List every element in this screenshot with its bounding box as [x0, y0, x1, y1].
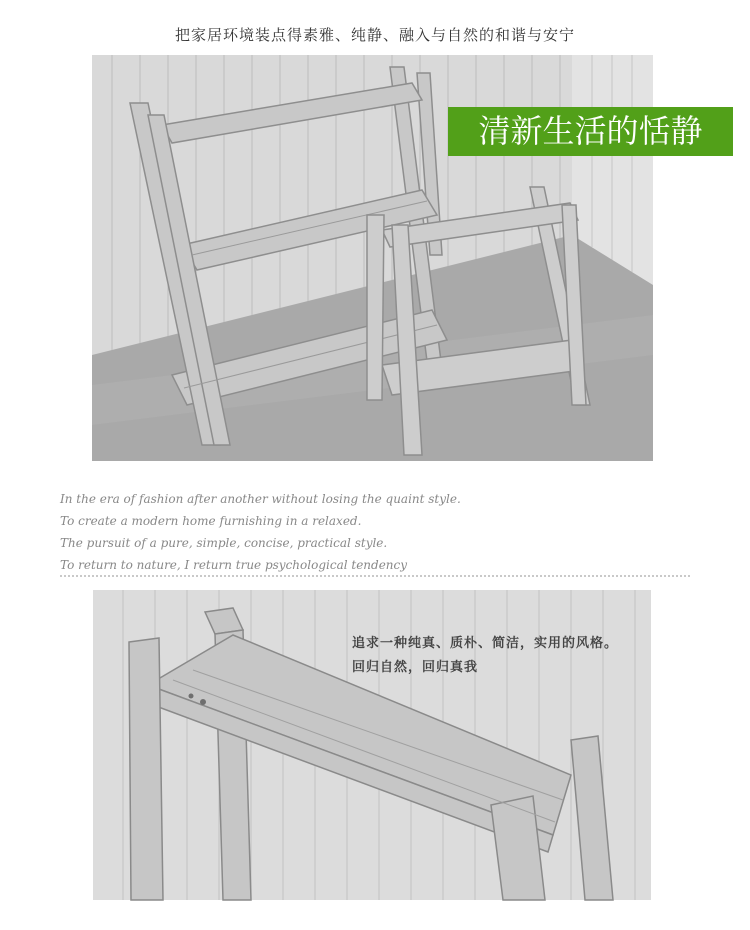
top-caption: 把家居环境装点得素雅、纯静、融入与自然的和谐与安宁: [174, 26, 575, 44]
english-line-4: To return to nature, I return true psychological tendency: [60, 558, 408, 572]
english-line-1: In the era of fashion after another without losing the quaint style.: [60, 492, 461, 506]
dotted-divider: [60, 575, 690, 577]
slogan-text: [352, 632, 618, 680]
slogan-line-1: 追求一种纯真、质朴、简洁，实用的风格。: [352, 636, 619, 651]
english-line-2: To create a modern home furnishing in a relaxed.: [60, 514, 362, 528]
slogan-line-2: 回归自然，回归真我: [352, 660, 479, 675]
english-line-3: The pursuit of a pure, simple, concise, practical style.: [60, 536, 388, 550]
english-description: [60, 488, 500, 572]
promo-banner: 清新生活的恬静: [448, 107, 733, 156]
